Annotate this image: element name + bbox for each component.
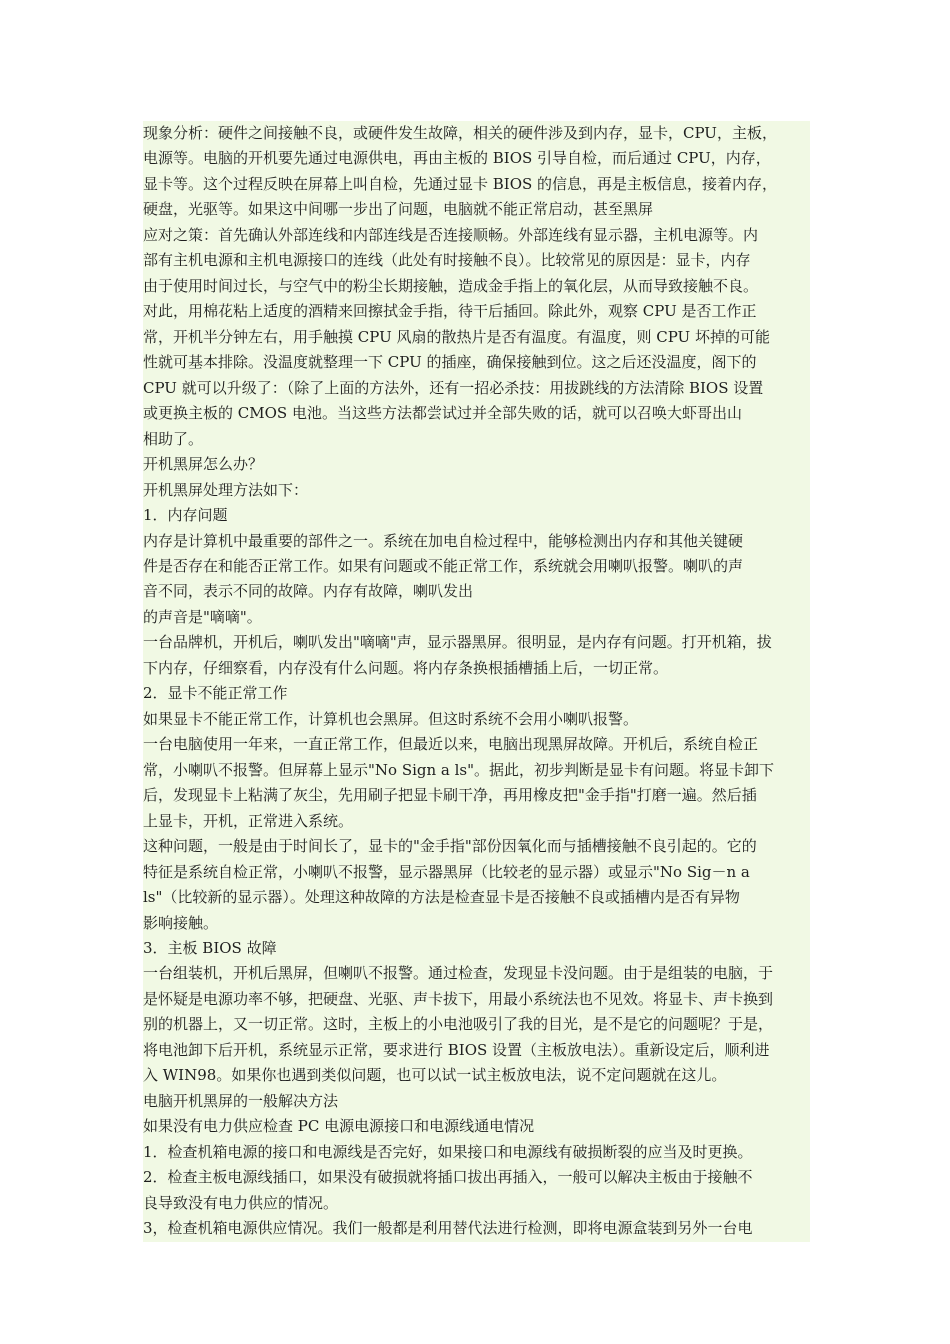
text-line: 硬盘，光驱等。如果这中间哪一步出了问题，电脑就不能正常启动，甚至黑屏 (143, 200, 654, 219)
text-line: 别的机器上，又一切正常。这时，主板上的小电池吸引了我的目光，是不是它的问题呢？于是， (143, 1015, 774, 1034)
text-line: 3．主板 BIOS 故障 (143, 939, 277, 957)
text-line: 入 WIN98。如果你也遇到类似问题，也可以试一试主板放电法，说不定问题就在这儿。 (143, 1066, 727, 1085)
text-line: 电脑开机黑屏的一般解决方法 (143, 1091, 339, 1110)
text-line: ls"（比较新的显示器）。处理这种故障的方法是检查显卡是否接触不良或插槽内是否有异物 (143, 888, 740, 907)
text-line: 影响接触。 (143, 913, 219, 932)
text-line: 1．检查机箱电源的接口和电源线是否完好，如果接口和电源线有破损断裂的应当及时更换。 (143, 1142, 753, 1161)
text-line: 常，小喇叭不报警。但屏幕上显示"No Sign a ls"。据此，初步判断是显卡有问题。将显卡卸下 (143, 760, 775, 779)
text-line: 将电池卸下后开机，系统显示正常，要求进行 BIOS 设置（主板放电法）。重新设定后，顺利进 (143, 1040, 770, 1059)
article-body (143, 121, 810, 1242)
text-line: 由于使用时间过长，与空气中的粉尘长期接触，造成金手指上的氧化层，从而导致接触不良。 (143, 276, 759, 295)
text-line: 下内存，仔细察看，内存没有什么问题。将内存条换根插槽插上后，一切正常。 (143, 658, 669, 677)
text-line: 一台品牌机，开机后，喇叭发出"嘀嘀"声，显示器黑屏。很明显，是内存有问题。打开机箱，拔 (143, 633, 772, 652)
text-line: 后，发现显卡上粘满了灰尘，先用刷子把显卡刷干净，再用橡皮把"金手指"打磨一遍。然后插 (143, 786, 757, 805)
text-line: CPU 就可以升级了：（除了上面的方法外，还有一招必杀技：用拔跳线的方法清除 BIOS 设置 (143, 378, 764, 397)
text-line: 3，检查机箱电源供应情况。我们一般都是利用替代法进行检测，即将电源盒装到另外一台电 (143, 1219, 753, 1238)
text-line: 内存是计算机中最重要的部件之一。系统在加电自检过程中，能够检测出内存和其他关键硬 (143, 531, 744, 550)
text-line: 上显卡，开机，正常进入系统。 (143, 811, 354, 830)
text-line: 显卡等。这个过程反映在屏幕上叫自检，先通过显卡 BIOS 的信息，再是主板信息，接着内存， (143, 174, 778, 193)
text-line: 如果显卡不能正常工作，计算机也会黑屏。但这时系统不会用小喇叭报警。 (143, 709, 639, 728)
text-line: 相助了。 (143, 429, 204, 448)
text-line: 常，开机半分钟左右，用手触摸 CPU 风扇的散热片是否有温度。有温度，则 CPU 坏掉的可能 (143, 327, 770, 346)
text-line: 开机黑屏怎么办？ (143, 455, 264, 474)
text-line: 对此，用棉花粘上适度的酒精来回擦拭金手指，待干后插回。除此外，观察 CPU 是否工作正 (143, 302, 757, 321)
text-line: 开机黑屏处理方法如下： (143, 480, 309, 499)
text-line: 特征是系统自检正常，小喇叭不报警，显示器黑屏（比较老的显示器）或显示"No Sig－n a (143, 862, 750, 881)
text-line: 电源等。电脑的开机要先通过电源供电，再由主板的 BIOS 引导自检，而后通过 CPU，内存， (143, 149, 771, 168)
text-line: 2．显卡不能正常工作 (143, 684, 288, 703)
text-line: 或更换主板的 CMOS 电池。当这些方法都尝试过并全部失败的话，就可以召唤大虾哥出山 (143, 404, 742, 423)
text-line: 一台电脑使用一年来，一直正常工作，但最近以来，电脑出现黑屏故障。开机后，系统自检正 (143, 735, 759, 754)
text-line: 应对之策：首先确认外部连线和内部连线是否连接顺畅。外部连线有显示器，主机电源等。内 (143, 225, 759, 244)
text-line: 这种问题，一般是由于时间长了，显卡的"金手指"部份因氧化而与插槽接触不良引起的。它的 (143, 837, 757, 856)
text-line: 件是否存在和能否正常工作。如果有问题或不能正常工作，系统就会用喇叭报警。喇叭的声 (143, 556, 744, 575)
text-line: 1．内存问题 (143, 506, 228, 525)
text-line: 部有主机电源和主机电源接口的连线（此处有时接触不良）。比较常见的原因是：显卡，内存 (143, 251, 751, 270)
text-line: 良导致没有电力供应的情况。 (143, 1193, 339, 1212)
text-line: 音不同，表示不同的故障。内存有故障，喇叭发出 (143, 582, 474, 601)
text-line: 现象分析：硬件之间接触不良，或硬件发生故障，相关的硬件涉及到内存，显卡，CPU，主板， (143, 124, 777, 142)
text-line: 一台组装机，开机后黑屏，但喇叭不报警。通过检查，发现显卡没问题。由于是组装的电脑，于 (143, 964, 774, 983)
text-line: 如果没有电力供应检查 PC 电源电源接口和电源线通电情况 (143, 1117, 535, 1136)
text-line: 是怀疑是电源功率不够，把硬盘、光驱、声卡拔下，用最小系统法也不见效。将显卡、声卡换到 (143, 989, 774, 1008)
text-line: 的声音是"嘀嘀"。 (143, 607, 262, 626)
text-line: 性就可基本排除。没温度就整理一下 CPU 的插座，确保接触到位。这之后还没温度，阁下的 (143, 353, 757, 372)
text-line: 2．检查主板电源线插口，如果没有破损就将插口拔出再插入，一般可以解决主板由于接触不 (143, 1168, 753, 1187)
